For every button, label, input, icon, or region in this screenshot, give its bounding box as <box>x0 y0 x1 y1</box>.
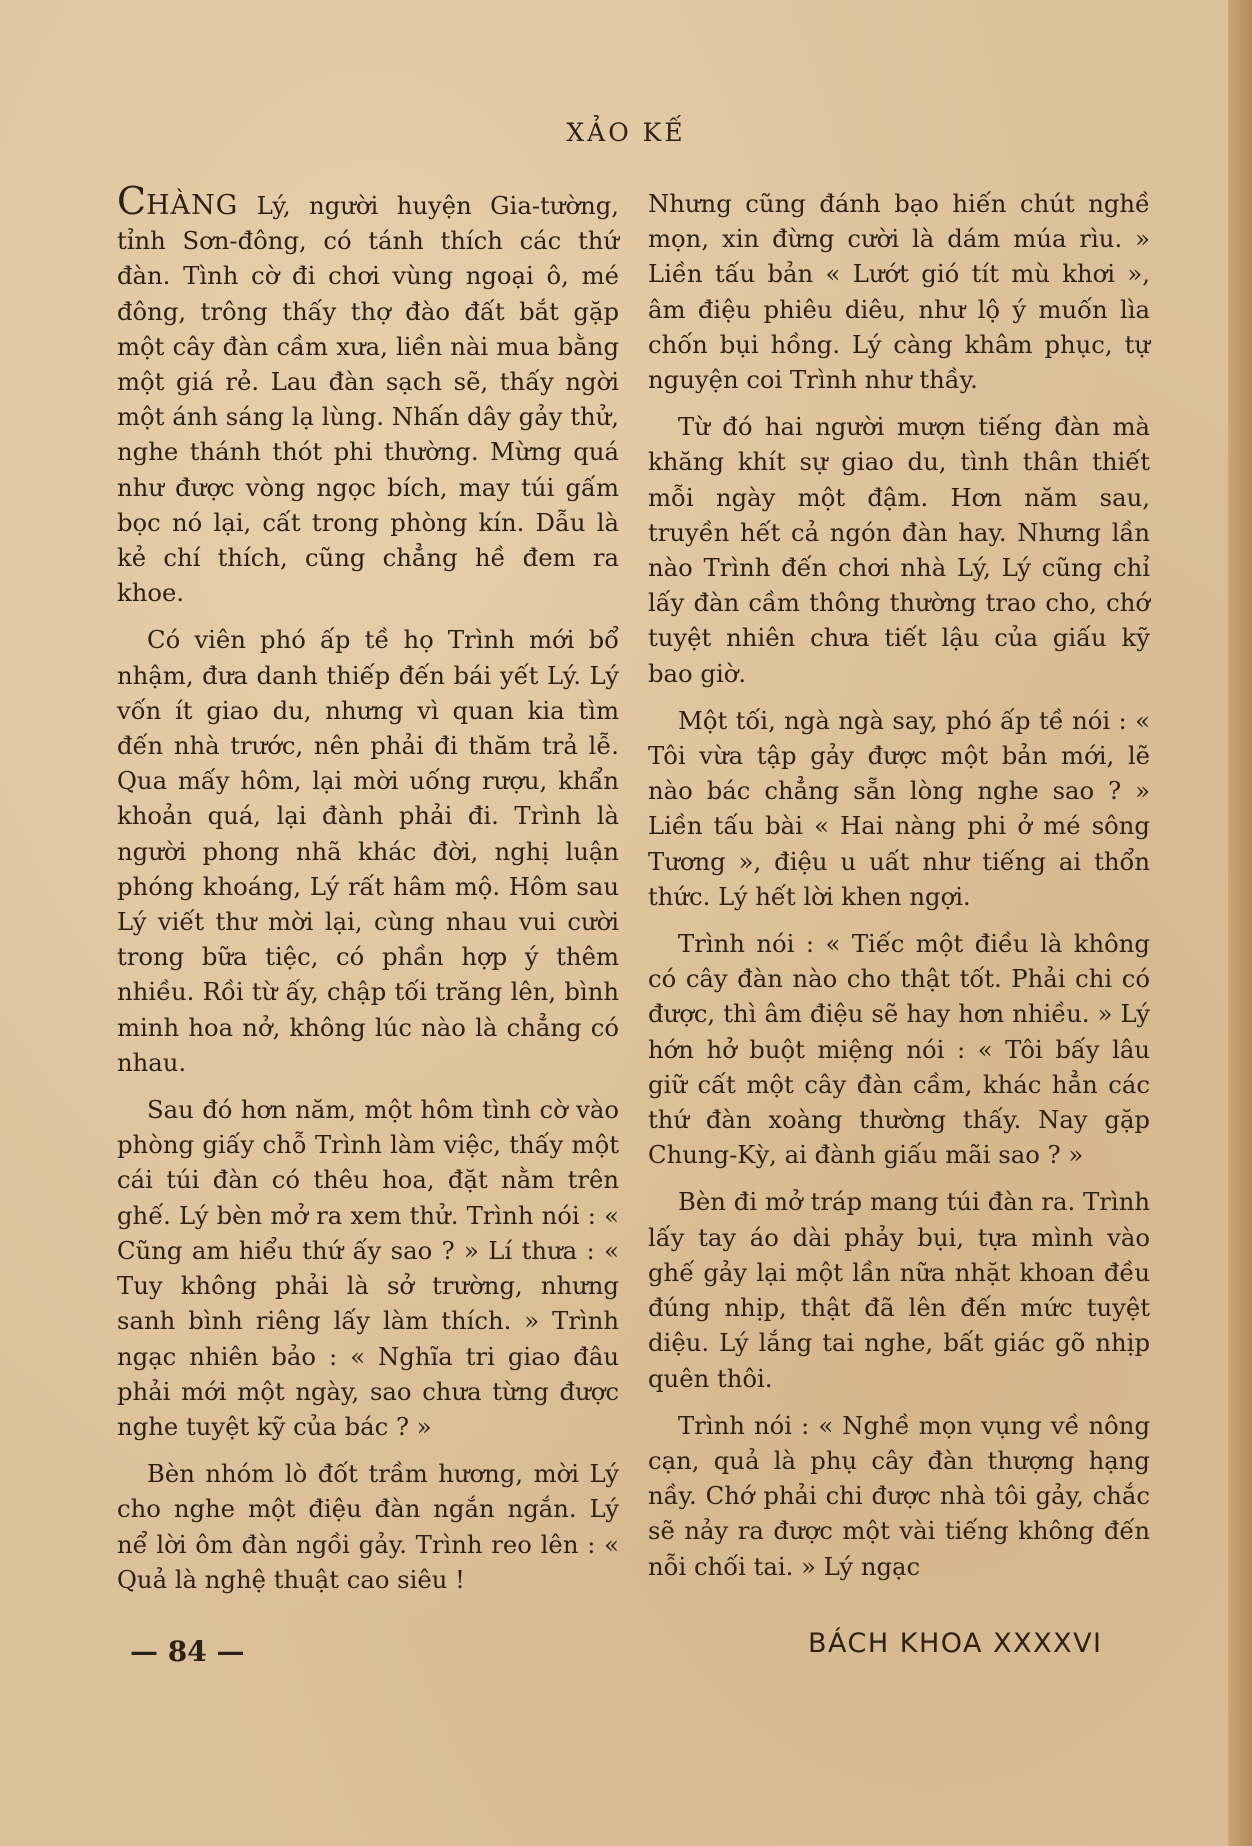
small-caps: HÀNG <box>146 190 239 221</box>
paragraph: Trình nói : « Nghề mọn vụng về nông cạn, quả là phụ cây đàn thượng hạng nầy. Chớ phải chi được nhà tôi gảy, chắc sẽ nảy ra được một vài tiếng không đến nỗi chối tai. » Lý ngạc <box>648 1410 1150 1581</box>
paragraph: Bèn đi mở tráp mang túi đàn ra. Trình lấy tay áo dài phảy bụi, tựa mình vào ghế gảy lại một lần nữa nhặt khoan đều đúng nhịp, thật đã lên đến mức tuyệt diệu. Lý lắng tai nghe, bất giác gõ nhịp quên thôi. <box>648 1187 1150 1393</box>
paragraph: Sau đó hơn năm, một hôm tình cờ vào phòng giấy chỗ Trình làm việc, thấy một cái túi đàn có thêu hoa, đặt nằm trên ghế. Lý bèn mở ra xem thử. Trình nói : « Cũng am hiểu thứ ấy sao ? » Lí thưa : « Tuy không phải là sở trường, nhưng sanh bình riêng lấy làm thích. » Trình ngạc nhiên bảo : « Nghĩa tri giao đâu phải mới một ngày, sao chưa từng được nghe tuyệt kỹ của bác ? » <box>117 1095 619 1441</box>
page-edge <box>1228 0 1252 1846</box>
paragraph: Từ đó hai người mượn tiếng đàn mà khăng khít sự giao du, tình thân thiết mỗi ngày một đậm. Hơn năm sau, truyền hết cả ngón đàn hay. Nhưng lần nào Trình đến chơi nhà Lý, Lý cũng chỉ lấy đàn cầm thông thường trao cho, chớ tuyệt nhiên chưa tiết lậu của giấu kỹ bao giờ. <box>648 412 1150 688</box>
left-column <box>117 179 619 1609</box>
paragraph-text: Lý, người huyện Gia-tường, tỉnh Sơn-đông, có tánh thích các thứ đàn. Tình cờ đi chơi vùng ngoại ô, mé đông, trông thấy thợ đào đất bắt gặp một cây đàn cầm xưa, liền nài mua bằng một giá rẻ. Lau đàn sạch sẽ, thấy ngời một ánh sáng lạ lùng. Nhấn dây gảy thử, nghe thánh thót phi thường. Mừng quá như được vòng ngọc bích, may túi gấm bọc nó lại, cất trong phòng kín. Dẫu là kẻ chí thích, cũng chẳng hề đem ra khoe. <box>117 191 619 608</box>
right-column <box>648 186 1150 1596</box>
publication-title: BÁCH KHOA XXXXVI <box>808 1628 1103 1659</box>
paragraph: Có viên phó ấp tề họ Trình mới bổ nhậm, đưa danh thiếp đến bái yết Lý. Lý vốn ít giao du, nhưng vì quan kia tìm đến nhà trước, nên phải đi thăm trả lễ. Qua mấy hôm, lại mời uống rượu, khẩn khoản quá, lại đành phải đi. Trình là người phong nhã khác đời, nghị luận phóng khoáng, Lý rất hâm mộ. Hôm sau Lý viết thư mời lại, cùng nhau vui cười trong bữa tiệc, có phần hợp ý thêm nhiều. Rồi từ ấy, chập tối trăng lên, bình minh hoa nở, không lúc nào là chẳng có nhau. <box>117 625 619 1077</box>
drop-cap: C <box>117 179 147 223</box>
page-number: — 84 — <box>130 1635 245 1668</box>
paragraph: Một tối, ngà ngà say, phó ấp tề nói : « Tôi vừa tập gảy được một bản mới, lẽ nào bác chẳng sẵn lòng nghe sao ? » Liền tấu bài « Hai nàng phi ở mé sông Tương », điệu u uất như tiếng ai thổn thức. Lý hết lời khen ngợi. <box>648 705 1150 911</box>
paragraph: Trình nói : « Tiếc một điều là không có cây đàn nào cho thật tốt. Phải chi có được, thì âm điệu sẽ hay hơn nhiều. » Lý hớn hở buột miệng nói : « Tôi bấy lâu giữ cất một cây đàn cầm, khác hẳn các thứ đàn xoàng thường thấy. Nay gặp Chung-Kỳ, ai đành giấu mãi sao ? » <box>648 929 1150 1170</box>
paragraph: Bèn nhóm lò đốt trầm hương, mời Lý cho nghe một điệu đàn ngắn ngắn. Lý nể lời ôm đàn ngồi gảy. Trình reo lên : « Quả là nghệ thuật cao siêu ! <box>117 1459 619 1594</box>
running-head: XẢO KẾ <box>566 118 686 147</box>
paragraph: Nhưng cũng đánh bạo hiến chút nghề mọn, xin đừng cười là dám múa rìu. » Liền tấu bản « Lướt gió tít mù khơi », âm điệu phiêu diêu, như lộ ý muốn lìa chốn bụi hồng. Lý càng khâm phục, tự nguyện coi Trình như thầy. <box>648 189 1150 395</box>
paragraph <box>117 179 619 610</box>
